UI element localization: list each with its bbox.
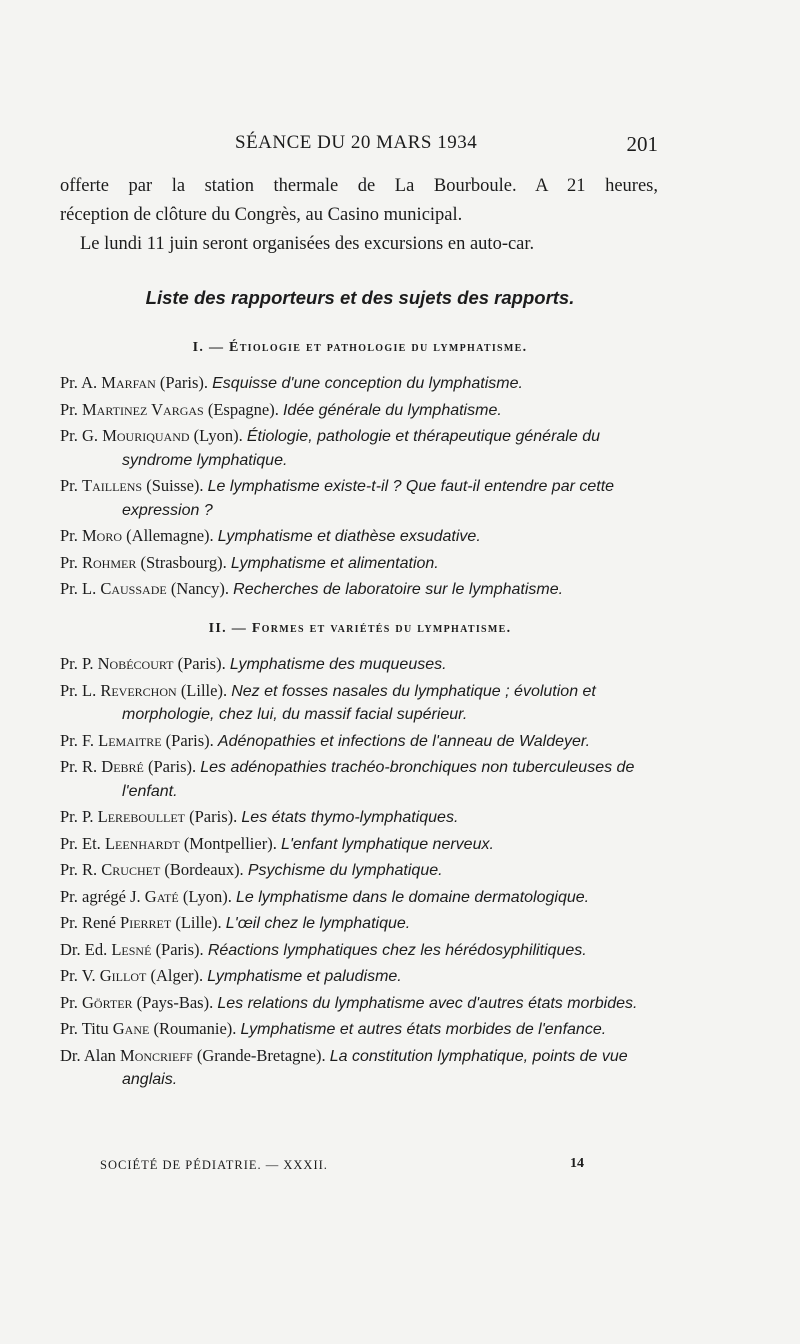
report-title: Le lymphatisme dans le domaine dermatologique. (236, 888, 590, 906)
entry-prefix: Pr. (60, 526, 78, 545)
rapporteur-name: Lereboullet (97, 807, 186, 826)
rapporteur-location: (Espagne). (207, 399, 279, 419)
rapporteur-name: Gillot (99, 966, 147, 985)
rapporteur-entry (60, 653, 660, 677)
entry-prefix: Pr. (60, 552, 78, 572)
rapporteur-entry (60, 525, 660, 549)
rapporteur-location: (Paris). (165, 730, 214, 750)
rapporteur-location: (Bordeaux). (164, 860, 244, 879)
rapporteur-location: (Nancy). (170, 579, 230, 598)
rapporteur-name: Mouriquand (102, 426, 190, 445)
rapporteur-entry (60, 680, 660, 727)
rapporteur-entry (60, 756, 660, 803)
page-footer (100, 1158, 600, 1180)
report-title: Les adénopathies trachéo-bronchiques non tuberculeuses de l'enfant. (122, 759, 635, 800)
rapporteur-location: (Lille). (175, 913, 222, 932)
rapporteur-location: (Pays-Bas). (136, 992, 214, 1012)
rapporteur-list-1 (60, 372, 660, 605)
rapporteur-location: (Montpellier). (183, 833, 277, 853)
rapporteur-location: (Lyon). (193, 426, 243, 445)
rapporteur-name: Taillens (82, 476, 143, 495)
rapporteur-location: (Roumanie). (153, 1019, 237, 1038)
rapporteur-location: (Lyon). (182, 886, 232, 906)
rapporteur-name: Rohmer (82, 552, 137, 572)
report-title: Lymphatisme et diathèse exsudative. (217, 528, 481, 545)
section-heading-1 (0, 340, 720, 356)
report-title: L'enfant lymphatique nerveux. (280, 835, 494, 853)
report-title: Recherches de laboratoire sur le lymphatisme. (233, 581, 564, 598)
report-title: Idée générale du lymphatisme. (282, 401, 502, 419)
rapporteur-location: (Grande-Bretagne). (196, 1045, 326, 1065)
rapporteur-name: Lesné (111, 939, 152, 959)
rapporteur-entry (60, 475, 660, 522)
rapporteur-location: (Paris). (148, 757, 197, 776)
section-heading-2 (0, 621, 720, 637)
rapporteur-name: Nobécourt (97, 654, 174, 673)
rapporteur-name: Marfan (101, 373, 156, 392)
rapporteur-name: Gane (112, 1019, 150, 1038)
rapporteur-name: Görter (82, 992, 133, 1012)
entry-prefix: Pr. agrégé J. (60, 886, 141, 906)
rapporteur-name: Reverchon (100, 680, 177, 700)
report-title: Esquisse d'une conception du lymphatisme. (212, 375, 523, 392)
rapporteur-name: Moncrieff (120, 1045, 193, 1065)
footer-society: SOCIÉTÉ DE PÉDIATRIE. — XXXII. (100, 1158, 328, 1172)
rapporteur-entry (60, 1018, 660, 1042)
entry-prefix: Pr. A. (60, 373, 98, 392)
rapporteur-list-2 (60, 653, 660, 1095)
rapporteur-entry (60, 992, 660, 1016)
rapporteur-location: (Alger). (150, 966, 204, 985)
rapporteur-entry (60, 578, 660, 602)
entry-prefix: Pr. (60, 476, 78, 495)
entry-prefix: Pr. L. (60, 579, 97, 598)
list-title: Liste des rapporteurs et des sujets des rapports. (145, 287, 575, 308)
intro-line-1: offerte par la station thermale de La Bourboule. A 21 heures, (60, 176, 658, 196)
entry-prefix: Pr. L. (60, 680, 97, 700)
intro-paragraph-2: Le lundi 11 juin seront organisées des excursions en auto-car. (80, 234, 535, 254)
report-title: Adénopathies et infections de l'anneau de Waldeyer. (217, 732, 591, 750)
rapporteur-location: (Suisse). (146, 476, 204, 495)
report-title: L'œil chez le lymphatique. (225, 915, 411, 932)
signature-mark: 14 (570, 1156, 584, 1171)
entry-prefix: Pr. F. (60, 730, 94, 750)
report-title: Étiologie, pathologie et thérapeutique générale du syndrome lymphatique. (122, 428, 600, 469)
entry-prefix: Pr. (60, 992, 78, 1012)
entry-prefix: Dr. Alan (60, 1045, 116, 1065)
rapporteur-name: Debré (101, 757, 144, 776)
rapporteur-name: Gaté (144, 886, 179, 906)
rapporteur-entry (60, 552, 660, 576)
rapporteur-location: (Paris). (159, 373, 208, 392)
report-title: Lymphatisme et paludisme. (207, 968, 402, 985)
rapporteur-entry (60, 912, 660, 936)
entry-prefix: Pr. V. (60, 966, 96, 985)
report-title: Psychisme du lymphatique. (247, 862, 443, 879)
entry-prefix: Pr. (60, 399, 78, 419)
rapporteur-name: Moro (82, 526, 123, 545)
intro-paragraph-1 (60, 172, 658, 230)
intro-line-2: réception de clôture du Congrès, au Casino municipal. (60, 205, 463, 225)
rapporteur-name: Caussade (100, 579, 167, 598)
entry-prefix: Pr. Et. (60, 833, 101, 853)
rapporteur-location: (Lille). (180, 680, 228, 700)
page-number: 201 (626, 132, 658, 156)
report-title: Lymphatisme et alimentation. (230, 554, 439, 572)
entry-prefix: Pr. G. (60, 426, 99, 445)
entry-prefix: Pr. Titu (60, 1019, 109, 1038)
report-title: La constitution lymphatique, points de vue anglais. (122, 1047, 628, 1088)
rapporteur-entry (60, 886, 660, 910)
rapporteur-entry (60, 939, 660, 963)
rapporteur-entry (60, 372, 660, 396)
rapporteur-location: (Strasbourg). (140, 552, 227, 572)
rapporteur-location: (Paris). (155, 939, 204, 959)
entry-prefix: Pr. R. (60, 757, 98, 776)
entry-prefix: Pr. P. (60, 654, 94, 673)
entry-prefix: Pr. P. (60, 807, 94, 826)
rapporteur-entry (60, 833, 660, 857)
section-heading-text: I. — Étiologie et pathologie du lymphatisme. (192, 340, 528, 355)
rapporteur-name: Pierret (120, 913, 172, 932)
rapporteur-name: Martinez Vargas (82, 399, 204, 419)
section-heading-text: II. — Formes et variétés du lymphatisme. (208, 621, 512, 636)
rapporteur-entry (60, 425, 660, 472)
report-title: Le lymphatisme existe-t-il ? Que faut-il entendre par cette expression ? (122, 478, 615, 519)
report-title: Nez et fosses nasales du lymphatique ; évolution et morphologie, chez lui, du massif facial supérieur. (122, 682, 596, 723)
report-title: Les relations du lymphatisme avec d'autres états morbides. (217, 994, 638, 1012)
rapporteur-location: (Paris). (177, 654, 226, 673)
rapporteur-location: (Allemagne). (126, 526, 214, 545)
entry-prefix: Pr. René (60, 913, 116, 932)
rapporteur-entry (60, 965, 660, 989)
rapporteur-entry (60, 806, 660, 830)
entry-prefix: Dr. Ed. (60, 939, 108, 959)
rapporteur-name: Cruchet (101, 860, 161, 879)
rapporteur-location: (Paris). (189, 807, 238, 826)
report-title: Lymphatisme et autres états morbides de l'enfance. (240, 1021, 607, 1038)
rapporteur-entry (60, 1045, 660, 1092)
rapporteur-entry (60, 859, 660, 883)
running-header (60, 130, 660, 164)
rapporteur-entry (60, 730, 660, 754)
entry-prefix: Pr. R. (60, 860, 98, 879)
report-title: Réactions lymphatiques chez les hérédosyphilitiques. (207, 941, 587, 959)
running-title: SÉANCE DU 20 MARS 1934 (235, 132, 478, 153)
report-title: Les états thymo-lymphatiques. (241, 809, 459, 826)
rapporteur-name: Lemaitre (98, 730, 162, 750)
rapporteur-name: Leenhardt (104, 833, 180, 853)
rapporteur-entry (60, 399, 660, 423)
report-title: Lymphatisme des muqueuses. (229, 656, 447, 673)
